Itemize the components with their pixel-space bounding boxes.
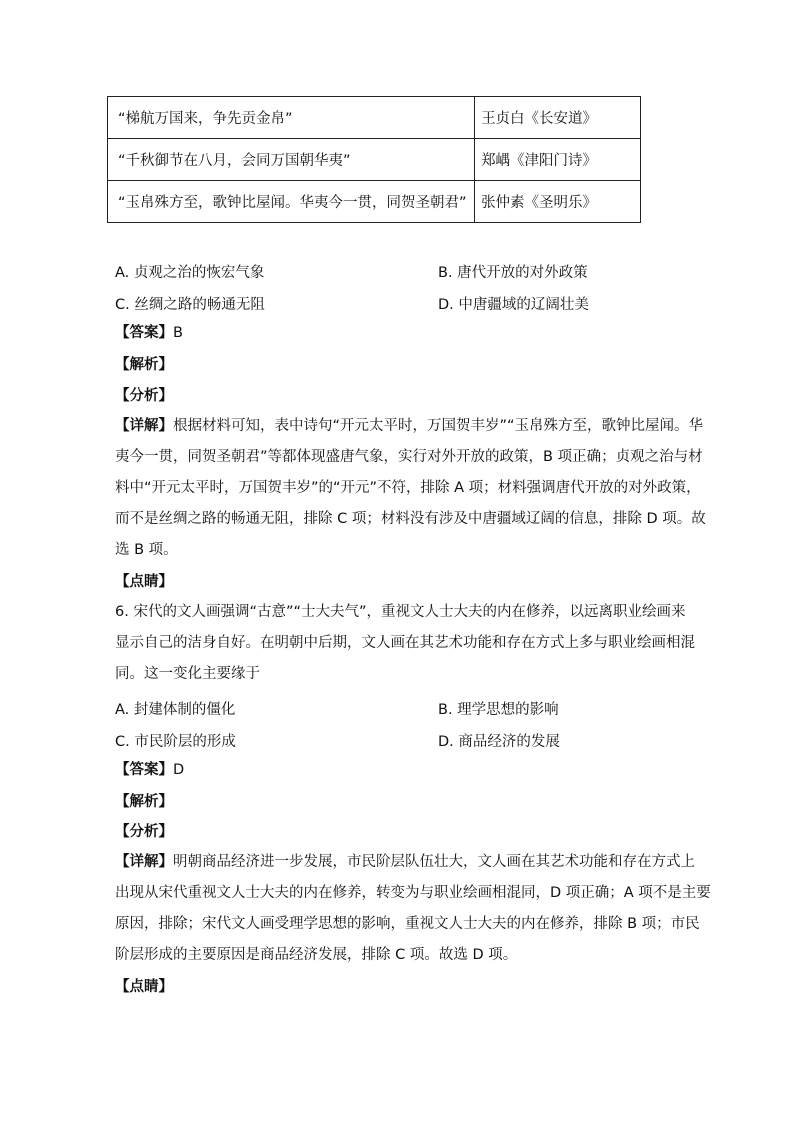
detail-line: 阶层形成的主要原因是商品经济发展，排除 C 项。故选 D 项。 [115, 947, 518, 963]
poem-table [107, 96, 641, 223]
q5-option-a: A. 贞观之治的恢宏气象 [115, 265, 265, 281]
answer-value: B [173, 325, 183, 341]
table-row [108, 97, 641, 139]
q5-answer [115, 323, 183, 343]
q6-dianjing-label: 【点睛】 [115, 979, 173, 995]
answer-label: 【答案】 [115, 325, 173, 341]
q5-detail [115, 411, 706, 566]
detail-line: 根据材料可知，表中诗句“开元太平时，万国贺丰岁”“玉帛殊方至，歌钟比屋闻。华 [173, 418, 704, 434]
q5-options-row-2 [115, 293, 675, 313]
q6-detail [115, 847, 711, 971]
detail-line: 明朝商品经济进一步发展，市民阶层队伍壮大，文人画在其艺术功能和存在方式上 [173, 854, 695, 870]
detail-line: 出现从宋代重视文人士大夫的内在修养，转变为与职业绘画相混同，D 项正确；A 项不是主要 [115, 885, 711, 901]
table-row [108, 139, 641, 181]
answer-label: 【答案】 [115, 762, 173, 778]
detail-label: 【详解】 [115, 418, 173, 434]
q5-dianjing-label: 【点睛】 [115, 574, 173, 590]
q5-analysis-label: 【解析】 [115, 357, 173, 373]
detail-label: 【详解】 [115, 854, 173, 870]
q6-option-b: B. 理学思想的影响 [438, 702, 559, 718]
q5-options-row-1 [115, 261, 675, 281]
q5-option-d: D. 中唐疆域的辽阔壮美 [438, 297, 589, 313]
poem-source: 张仲素《圣明乐》 [475, 181, 641, 223]
poem-quote: “玉帛殊方至，歌钟比屋闻。华夷今一贯，同贺圣朝君” [108, 181, 475, 223]
q6-analysis-label: 【解析】 [115, 794, 173, 810]
stem-line: 同。这一变化主要缘于 [115, 666, 260, 682]
answer-value: D [173, 762, 185, 778]
q6-fenxi-label: 【分析】 [115, 824, 173, 840]
detail-line: 夷今一贯，同贺圣朝君”等都体现盛唐气象，实行对外开放的政策，B 项正确；贞观之治与材 [115, 449, 703, 465]
poem-quote: “梯航万国来，争先贡金帛” [108, 97, 475, 139]
stem-line: 显示自己的洁身自好。在明朝中后期，文人画在其艺术功能和存在方式上多与职业绘画相混 [115, 635, 695, 651]
detail-line: 选 B 项。 [115, 542, 178, 558]
q6-options-row-2 [115, 730, 675, 750]
stem-line: 6. 宋代的文人画强调“古意”“士大夫气”，重视文人士大夫的内在修养，以远离职业绘画来 [115, 604, 686, 620]
q6-option-c: C. 市民阶层的形成 [115, 734, 236, 750]
q6-stem [115, 597, 695, 690]
q5-option-c: C. 丝绸之路的畅通无阻 [115, 297, 265, 313]
detail-line: 料中“开元太平时，万国贺丰岁”的“开元”不符，排除 A 项；材料强调唐代开放的对外政策， [115, 480, 701, 496]
q5-fenxi-label: 【分析】 [115, 388, 173, 404]
q6-answer [115, 760, 184, 780]
detail-line: 而不是丝绸之路的畅通无阻，排除 C 项；材料没有涉及中唐疆域辽阔的信息，排除 D 项。故 [115, 511, 706, 527]
q5-option-b: B. 唐代开放的对外政策 [438, 265, 588, 281]
q6-option-d: D. 商品经济的发展 [438, 734, 560, 750]
detail-line: 原因，排除；宋代文人画受理学思想的影响，重视文人士大夫的内在修养，排除 B 项；市民 [115, 916, 700, 932]
table-row [108, 181, 641, 223]
poem-quote: “千秋御节在八月，会同万国朝华夷” [108, 139, 475, 181]
q6-options-row-1 [115, 698, 675, 718]
poem-source: 郑嵎《津阳门诗》 [475, 139, 641, 181]
q6-option-a: A. 封建体制的僵化 [115, 702, 236, 718]
poem-source: 王贞白《长安道》 [475, 97, 641, 139]
